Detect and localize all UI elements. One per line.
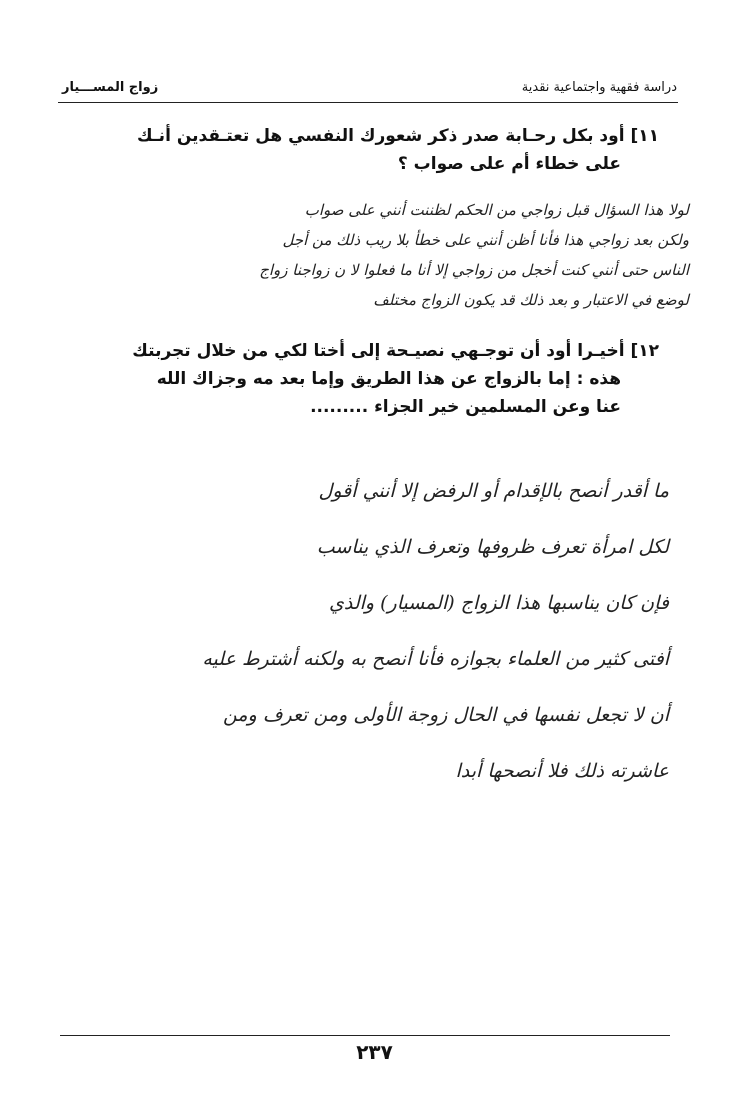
page-number: ٢٣٧	[356, 1040, 393, 1064]
question-11-line2: على خطاء أم على صواب ؟	[397, 154, 621, 174]
handwritten-answer-12	[30, 463, 669, 799]
question-11-number: ١١]	[630, 126, 659, 146]
answer-12-line: عاشرته ذلك فلا أنصحها أبدا	[455, 760, 669, 782]
question-12-line3: عنا وعن المسلمين خير الجزاء .........	[310, 397, 621, 417]
header-subtitle: دراسة فقهية واجتماعية نقدية	[521, 80, 677, 95]
answer-12-line: فإن كان يناسبها هذا الزواج (المسيار) والذي	[328, 592, 669, 614]
answer-11-line: ولكن بعد زواجي هذا فأنا أظن أنني على خطأ بلا ريب ذلك من أجل	[282, 231, 689, 249]
question-12-line2: هذه : إما بالزواج عن هذا الطريق وإما بعد مه وجزاك الله	[156, 369, 621, 389]
header-book-title: زواج المســـيار	[62, 80, 159, 95]
answer-11-line: الناس حتى أنني كنت أخجل من زواجي إلا أنا ما فعلوا لا ن زواجنا زواج	[259, 261, 689, 279]
question-12	[80, 337, 659, 421]
answer-11-line: لولا هذا السؤال قبل زواجي من الحكم لظننت أنني على صواب	[304, 201, 689, 219]
handwritten-answer-11	[55, 195, 689, 315]
footer-divider	[60, 1035, 670, 1036]
question-11-line1: ١١] أود بكل رحـابة صدر ذكر شعورك النفسي هل تعتـقدين أنـك	[137, 126, 659, 146]
answer-11-line: لوضع في الاعتبار و بعد ذلك قد يكون الزواج مختلف	[373, 291, 689, 309]
question-11	[80, 122, 659, 178]
answer-12-line: أفتى كثير من العلماء بجوازه فأنا أنصح به ولكنه أشترط عليه	[202, 648, 669, 670]
answer-12-line: ما أقدر أنصح بالإقدام أو الرفض إلا أنني أقول	[318, 480, 669, 502]
question-12-number: ١٢]	[630, 341, 659, 361]
answer-12-line: أن لا تجعل نفسها في الحال زوجة الأولى ومن تعرف ومن	[222, 704, 669, 726]
header-divider	[58, 102, 678, 103]
question-12-line1: ١٢] أخيـرا أود أن توجـهي نصيـحة إلى أختا لكي من خلال تجربتك	[132, 341, 659, 361]
answer-12-line: لكل امرأة تعرف ظروفها وتعرف الذي يناسب	[316, 536, 669, 558]
